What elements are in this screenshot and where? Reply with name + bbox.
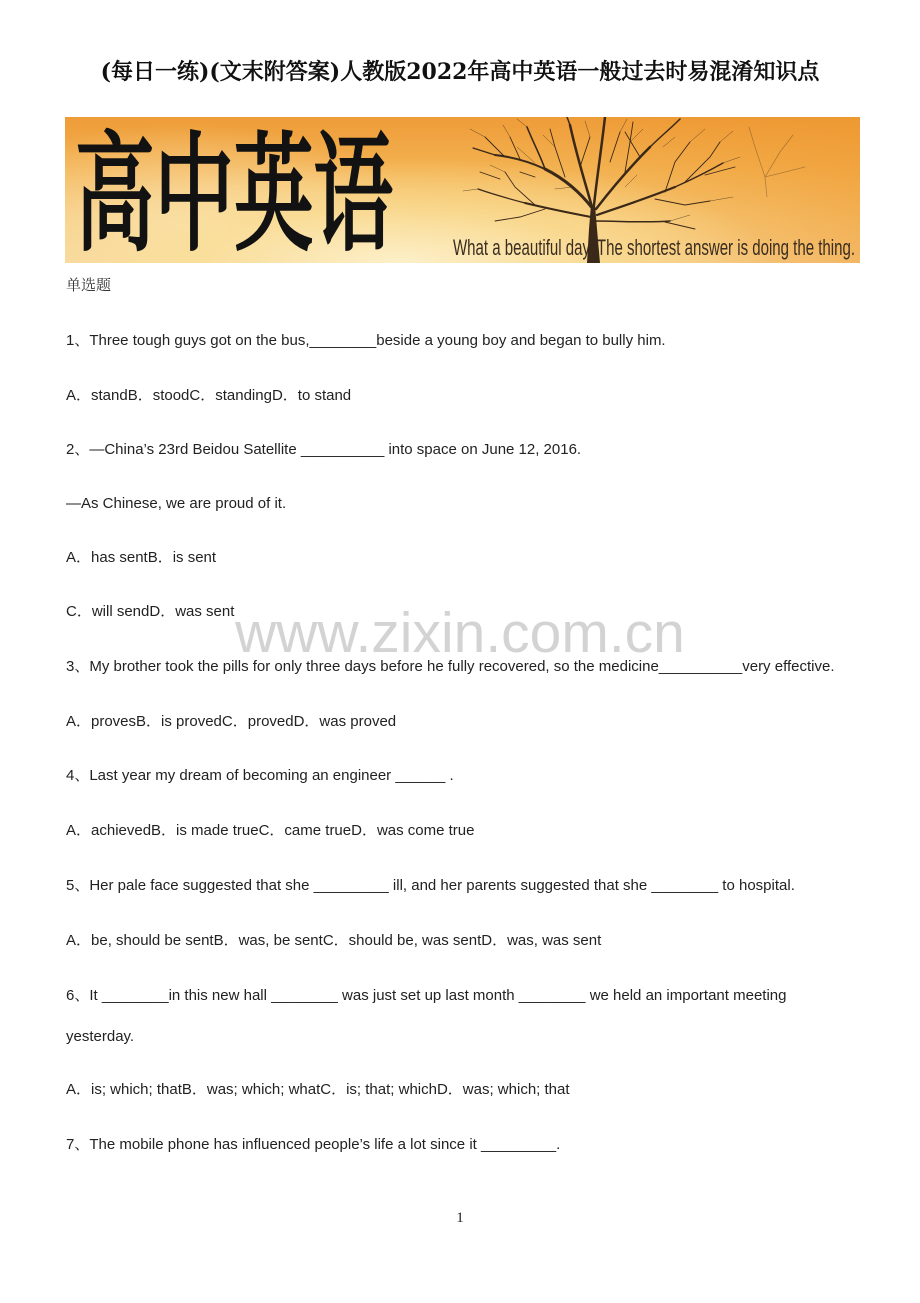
section-label: 单选题 <box>66 277 112 294</box>
header-banner <box>65 117 860 263</box>
page-number: 1 <box>456 1210 464 1226</box>
banner-caption: What a beautiful day. The shortest answer is doing the thing. <box>453 235 855 260</box>
question-6-stem-continued: yesterday. <box>66 1028 135 1045</box>
question-4-stem: 4、Last year my dream of becoming an engineer ______ . <box>66 767 454 784</box>
question-3-stem: 3、My brother took the pills for only three days before he fully recovered, so the medicine__________very effective. <box>66 658 835 675</box>
question-3-options: A．provesB．is provedC．provedD．was proved <box>66 713 397 730</box>
question-2-reply: —As Chinese, we are proud of it. <box>66 495 287 512</box>
question-1-stem: 1、Three tough guys got on the bus,________beside a young boy and began to bully him. <box>66 332 666 349</box>
watermark: www.zixin.com.cn <box>235 601 685 665</box>
question-2-options-cd: C．will sendD．was sent <box>66 603 235 620</box>
question-1-options: A．standB．stoodC．standingD．to stand <box>66 387 352 404</box>
question-6-stem: 6、It ________in this new hall ________ was just set up last month ________ we held an important meeting <box>66 987 787 1004</box>
question-4-options: A．achievedB．is made trueC．came trueD．was come true <box>66 822 475 839</box>
question-7-stem: 7、The mobile phone has influenced people’s life a lot since it _________. <box>66 1136 561 1153</box>
question-6-options: A．is; which; thatB．was; which; whatC．is; that; whichD．was; which; that <box>66 1081 570 1098</box>
question-5-stem: 5、Her pale face suggested that she _________ ill, and her parents suggested that she ________ to hospital. <box>66 877 795 894</box>
question-5-options: A．be, should be sentB．was, be sentC．should be, was sentD．was, was sent <box>66 932 602 949</box>
question-2-options-ab: A．has sentB．is sent <box>66 549 217 566</box>
banner-heading: 高中英语 <box>75 119 394 263</box>
document-title: (每日一练)(文末附答案)人教版2022年高中英语一般过去时易混淆知识点 <box>100 59 820 85</box>
question-2-stem: 2、—China’s 23rd Beidou Satellite __________ into space on June 12, 2016. <box>66 441 582 458</box>
banner-artwork <box>65 117 860 263</box>
